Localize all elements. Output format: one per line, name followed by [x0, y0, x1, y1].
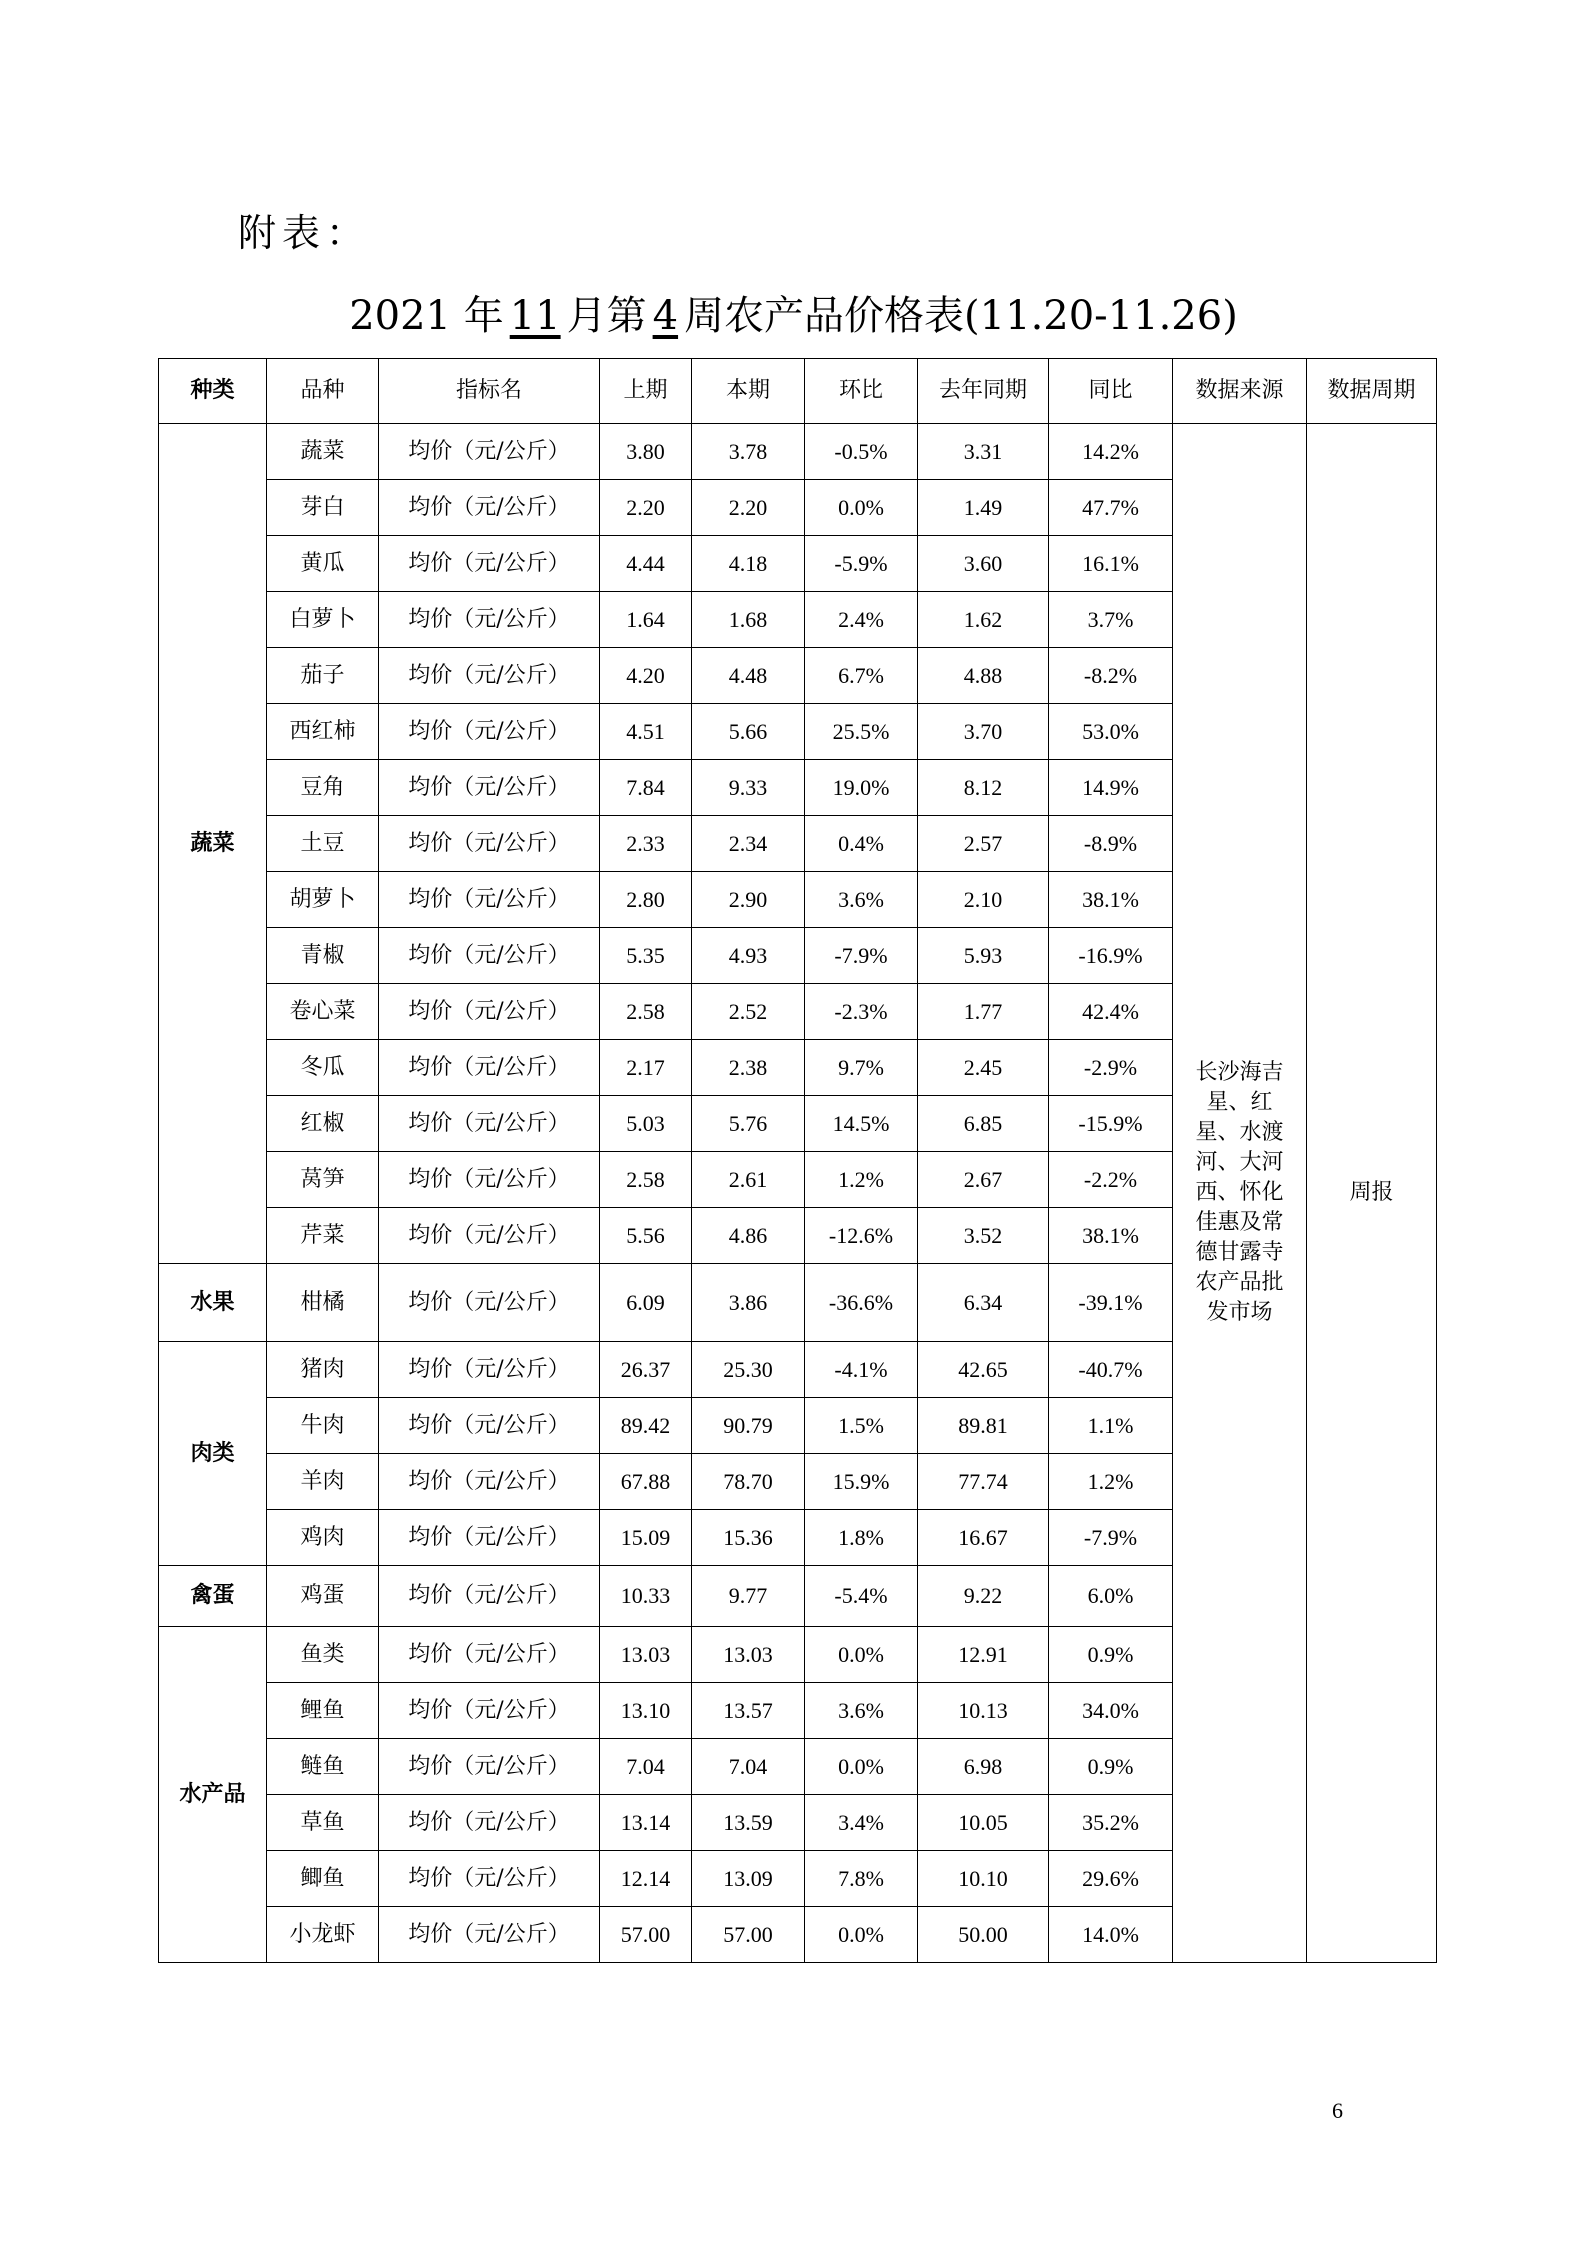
item-cell: 豆角 [267, 760, 379, 816]
yoy-change-cell: 42.4% [1049, 984, 1173, 1040]
previous-price-cell: 12.14 [600, 1851, 692, 1907]
indicator-cell: 均价（元/公斤） [379, 1096, 600, 1152]
mom-change-cell: 0.0% [805, 1739, 918, 1795]
table-header-row [159, 359, 1437, 424]
yoy-change-cell: 34.0% [1049, 1683, 1173, 1739]
item-cell: 鲫鱼 [267, 1851, 379, 1907]
item-cell: 黄瓜 [267, 536, 379, 592]
mom-change-cell: 25.5% [805, 704, 918, 760]
current-price-cell: 2.20 [692, 480, 805, 536]
yoy-change-cell: 38.1% [1049, 872, 1173, 928]
last-year-price-cell: 10.13 [918, 1683, 1049, 1739]
last-year-price-cell: 16.67 [918, 1510, 1049, 1566]
column-header: 去年同期 [918, 359, 1049, 424]
item-cell: 胡萝卜 [267, 872, 379, 928]
indicator-cell: 均价（元/公斤） [379, 872, 600, 928]
current-price-cell: 4.48 [692, 648, 805, 704]
mom-change-cell: -5.9% [805, 536, 918, 592]
column-header: 环比 [805, 359, 918, 424]
mom-change-cell: 1.5% [805, 1398, 918, 1454]
previous-price-cell: 2.58 [600, 1152, 692, 1208]
yoy-change-cell: 6.0% [1049, 1566, 1173, 1627]
column-header: 本期 [692, 359, 805, 424]
previous-price-cell: 5.03 [600, 1096, 692, 1152]
last-year-price-cell: 10.10 [918, 1851, 1049, 1907]
item-cell: 蔬菜 [267, 424, 379, 480]
previous-price-cell: 13.03 [600, 1627, 692, 1683]
mom-change-cell: 2.4% [805, 592, 918, 648]
item-cell: 鱼类 [267, 1627, 379, 1683]
yoy-change-cell: 14.2% [1049, 424, 1173, 480]
current-price-cell: 9.33 [692, 760, 805, 816]
column-header: 数据来源 [1173, 359, 1307, 424]
yoy-change-cell: 53.0% [1049, 704, 1173, 760]
last-year-price-cell: 5.93 [918, 928, 1049, 984]
current-price-cell: 2.34 [692, 816, 805, 872]
yoy-change-cell: -7.9% [1049, 1510, 1173, 1566]
last-year-price-cell: 2.67 [918, 1152, 1049, 1208]
mom-change-cell: 7.8% [805, 1851, 918, 1907]
item-cell: 鲢鱼 [267, 1739, 379, 1795]
indicator-cell: 均价（元/公斤） [379, 760, 600, 816]
item-cell: 鸡蛋 [267, 1566, 379, 1627]
mom-change-cell: -0.5% [805, 424, 918, 480]
last-year-price-cell: 3.60 [918, 536, 1049, 592]
last-year-price-cell: 6.34 [918, 1264, 1049, 1342]
previous-price-cell: 15.09 [600, 1510, 692, 1566]
item-cell: 鸡肉 [267, 1510, 379, 1566]
last-year-price-cell: 1.62 [918, 592, 1049, 648]
last-year-price-cell: 8.12 [918, 760, 1049, 816]
indicator-cell: 均价（元/公斤） [379, 1627, 600, 1683]
indicator-cell: 均价（元/公斤） [379, 1342, 600, 1398]
indicator-cell: 均价（元/公斤） [379, 424, 600, 480]
item-cell: 西红柿 [267, 704, 379, 760]
mom-change-cell: 1.8% [805, 1510, 918, 1566]
yoy-change-cell: -40.7% [1049, 1342, 1173, 1398]
current-price-cell: 57.00 [692, 1907, 805, 1963]
current-price-cell: 2.90 [692, 872, 805, 928]
yoy-change-cell: 38.1% [1049, 1208, 1173, 1264]
mom-change-cell: 0.0% [805, 1907, 918, 1963]
previous-price-cell: 2.58 [600, 984, 692, 1040]
item-cell: 猪肉 [267, 1342, 379, 1398]
price-table [158, 358, 1437, 1963]
current-price-cell: 4.18 [692, 536, 805, 592]
last-year-price-cell: 77.74 [918, 1454, 1049, 1510]
current-price-cell: 3.78 [692, 424, 805, 480]
last-year-price-cell: 12.91 [918, 1627, 1049, 1683]
mom-change-cell: -4.1% [805, 1342, 918, 1398]
yoy-change-cell: 35.2% [1049, 1795, 1173, 1851]
indicator-cell: 均价（元/公斤） [379, 1566, 600, 1627]
mom-change-cell: 9.7% [805, 1040, 918, 1096]
mom-change-cell: 3.6% [805, 872, 918, 928]
indicator-cell: 均价（元/公斤） [379, 1795, 600, 1851]
column-header: 同比 [1049, 359, 1173, 424]
previous-price-cell: 7.84 [600, 760, 692, 816]
last-year-price-cell: 2.10 [918, 872, 1049, 928]
current-price-cell: 1.68 [692, 592, 805, 648]
current-price-cell: 4.86 [692, 1208, 805, 1264]
current-price-cell: 25.30 [692, 1342, 805, 1398]
title-week: 4 [652, 293, 679, 339]
indicator-cell: 均价（元/公斤） [379, 1454, 600, 1510]
indicator-cell: 均价（元/公斤） [379, 1264, 600, 1342]
current-price-cell: 5.66 [692, 704, 805, 760]
yoy-change-cell: 14.0% [1049, 1907, 1173, 1963]
previous-price-cell: 1.64 [600, 592, 692, 648]
yoy-change-cell: 3.7% [1049, 592, 1173, 648]
yoy-change-cell: 0.9% [1049, 1627, 1173, 1683]
indicator-cell: 均价（元/公斤） [379, 480, 600, 536]
yoy-change-cell: 1.1% [1049, 1398, 1173, 1454]
yoy-change-cell: 1.2% [1049, 1454, 1173, 1510]
page-number: 6 [1332, 2098, 1343, 2123]
mom-change-cell: 0.4% [805, 816, 918, 872]
indicator-cell: 均价（元/公斤） [379, 1683, 600, 1739]
mom-change-cell: -36.6% [805, 1264, 918, 1342]
yoy-change-cell: -8.2% [1049, 648, 1173, 704]
yoy-change-cell: -15.9% [1049, 1096, 1173, 1152]
last-year-price-cell: 1.77 [918, 984, 1049, 1040]
current-price-cell: 90.79 [692, 1398, 805, 1454]
item-cell: 鲤鱼 [267, 1683, 379, 1739]
yoy-change-cell: -39.1% [1049, 1264, 1173, 1342]
last-year-price-cell: 50.00 [918, 1907, 1049, 1963]
yoy-change-cell: 14.9% [1049, 760, 1173, 816]
previous-price-cell: 26.37 [600, 1342, 692, 1398]
item-cell: 卷心菜 [267, 984, 379, 1040]
previous-price-cell: 10.33 [600, 1566, 692, 1627]
mom-change-cell: -12.6% [805, 1208, 918, 1264]
yoy-change-cell: -2.2% [1049, 1152, 1173, 1208]
indicator-cell: 均价（元/公斤） [379, 1851, 600, 1907]
title-mid: 月第 [566, 293, 647, 339]
previous-price-cell: 89.42 [600, 1398, 692, 1454]
table-row [159, 424, 1437, 480]
mom-change-cell: 15.9% [805, 1454, 918, 1510]
data-source-cell: 长沙海吉星、红星、水渡河、大河西、怀化佳惠及常德甘露寺农产品批发市场 [1173, 424, 1307, 1963]
indicator-cell: 均价（元/公斤） [379, 816, 600, 872]
current-price-cell: 3.86 [692, 1264, 805, 1342]
mom-change-cell: 6.7% [805, 648, 918, 704]
previous-price-cell: 57.00 [600, 1907, 692, 1963]
mom-change-cell: 1.2% [805, 1152, 918, 1208]
column-header: 种类 [159, 359, 267, 424]
previous-price-cell: 13.10 [600, 1683, 692, 1739]
indicator-cell: 均价（元/公斤） [379, 1398, 600, 1454]
indicator-cell: 均价（元/公斤） [379, 648, 600, 704]
previous-price-cell: 2.20 [600, 480, 692, 536]
current-price-cell: 5.76 [692, 1096, 805, 1152]
yoy-change-cell: -16.9% [1049, 928, 1173, 984]
yoy-change-cell: 47.7% [1049, 480, 1173, 536]
yoy-change-cell: 0.9% [1049, 1739, 1173, 1795]
previous-price-cell: 5.56 [600, 1208, 692, 1264]
appendix-label: 附表： [238, 211, 371, 255]
last-year-price-cell: 89.81 [918, 1398, 1049, 1454]
previous-price-cell: 13.14 [600, 1795, 692, 1851]
current-price-cell: 15.36 [692, 1510, 805, 1566]
item-cell: 冬瓜 [267, 1040, 379, 1096]
indicator-cell: 均价（元/公斤） [379, 984, 600, 1040]
last-year-price-cell: 10.05 [918, 1795, 1049, 1851]
previous-price-cell: 2.80 [600, 872, 692, 928]
indicator-cell: 均价（元/公斤） [379, 1739, 600, 1795]
previous-price-cell: 4.20 [600, 648, 692, 704]
last-year-price-cell: 3.52 [918, 1208, 1049, 1264]
indicator-cell: 均价（元/公斤） [379, 1152, 600, 1208]
last-year-price-cell: 1.49 [918, 480, 1049, 536]
indicator-cell: 均价（元/公斤） [379, 1510, 600, 1566]
indicator-cell: 均价（元/公斤） [379, 928, 600, 984]
column-header: 数据周期 [1307, 359, 1437, 424]
mom-change-cell: 3.4% [805, 1795, 918, 1851]
item-cell: 红椒 [267, 1096, 379, 1152]
column-header: 指标名 [379, 359, 600, 424]
category-cell: 肉类 [159, 1342, 267, 1566]
current-price-cell: 2.61 [692, 1152, 805, 1208]
previous-price-cell: 7.04 [600, 1739, 692, 1795]
current-price-cell: 9.77 [692, 1566, 805, 1627]
current-price-cell: 7.04 [692, 1739, 805, 1795]
last-year-price-cell: 2.45 [918, 1040, 1049, 1096]
mom-change-cell: 0.0% [805, 1627, 918, 1683]
column-header: 品种 [267, 359, 379, 424]
item-cell: 土豆 [267, 816, 379, 872]
previous-price-cell: 4.44 [600, 536, 692, 592]
title-month: 11 [509, 293, 561, 339]
current-price-cell: 13.03 [692, 1627, 805, 1683]
last-year-price-cell: 42.65 [918, 1342, 1049, 1398]
indicator-cell: 均价（元/公斤） [379, 536, 600, 592]
item-cell: 草鱼 [267, 1795, 379, 1851]
item-cell: 牛肉 [267, 1398, 379, 1454]
category-cell: 水产品 [159, 1627, 267, 1963]
item-cell: 芹菜 [267, 1208, 379, 1264]
yoy-change-cell: 29.6% [1049, 1851, 1173, 1907]
current-price-cell: 2.38 [692, 1040, 805, 1096]
previous-price-cell: 2.33 [600, 816, 692, 872]
category-cell: 禽蛋 [159, 1566, 267, 1627]
previous-price-cell: 4.51 [600, 704, 692, 760]
current-price-cell: 13.09 [692, 1851, 805, 1907]
category-cell: 蔬菜 [159, 424, 267, 1264]
yoy-change-cell: -8.9% [1049, 816, 1173, 872]
mom-change-cell: 3.6% [805, 1683, 918, 1739]
table-body [159, 424, 1437, 1963]
last-year-price-cell: 3.70 [918, 704, 1049, 760]
yoy-change-cell: -2.9% [1049, 1040, 1173, 1096]
indicator-cell: 均价（元/公斤） [379, 704, 600, 760]
mom-change-cell: 0.0% [805, 480, 918, 536]
previous-price-cell: 2.17 [600, 1040, 692, 1096]
item-cell: 茄子 [267, 648, 379, 704]
item-cell: 白萝卜 [267, 592, 379, 648]
indicator-cell: 均价（元/公斤） [379, 1208, 600, 1264]
previous-price-cell: 3.80 [600, 424, 692, 480]
mom-change-cell: -7.9% [805, 928, 918, 984]
previous-price-cell: 6.09 [600, 1264, 692, 1342]
page-title [0, 288, 1587, 344]
indicator-cell: 均价（元/公斤） [379, 592, 600, 648]
last-year-price-cell: 9.22 [918, 1566, 1049, 1627]
previous-price-cell: 67.88 [600, 1454, 692, 1510]
mom-change-cell: 19.0% [805, 760, 918, 816]
current-price-cell: 13.59 [692, 1795, 805, 1851]
mom-change-cell: 14.5% [805, 1096, 918, 1152]
current-price-cell: 78.70 [692, 1454, 805, 1510]
item-cell: 小龙虾 [267, 1907, 379, 1963]
previous-price-cell: 5.35 [600, 928, 692, 984]
yoy-change-cell: 16.1% [1049, 536, 1173, 592]
mom-change-cell: -5.4% [805, 1566, 918, 1627]
last-year-price-cell: 6.98 [918, 1739, 1049, 1795]
item-cell: 青椒 [267, 928, 379, 984]
column-header: 上期 [600, 359, 692, 424]
title-suffix: 周农产品价格表(11.20-11.26) [684, 293, 1238, 339]
current-price-cell: 4.93 [692, 928, 805, 984]
last-year-price-cell: 3.31 [918, 424, 1049, 480]
current-price-cell: 2.52 [692, 984, 805, 1040]
item-cell: 芽白 [267, 480, 379, 536]
last-year-price-cell: 2.57 [918, 816, 1049, 872]
title-prefix: 2021 年 [349, 293, 504, 339]
indicator-cell: 均价（元/公斤） [379, 1907, 600, 1963]
mom-change-cell: -2.3% [805, 984, 918, 1040]
last-year-price-cell: 4.88 [918, 648, 1049, 704]
last-year-price-cell: 6.85 [918, 1096, 1049, 1152]
data-period-cell: 周报 [1307, 424, 1437, 1963]
indicator-cell: 均价（元/公斤） [379, 1040, 600, 1096]
item-cell: 柑橘 [267, 1264, 379, 1342]
item-cell: 莴笋 [267, 1152, 379, 1208]
category-cell: 水果 [159, 1264, 267, 1342]
item-cell: 羊肉 [267, 1454, 379, 1510]
current-price-cell: 13.57 [692, 1683, 805, 1739]
